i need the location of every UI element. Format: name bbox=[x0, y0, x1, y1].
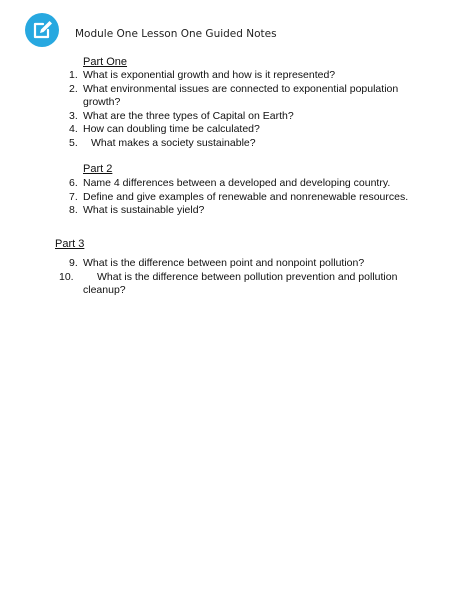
item-number: 7. bbox=[69, 190, 78, 203]
item-number: 6. bbox=[69, 177, 78, 189]
question-text: How can doubling time be calculated? bbox=[83, 123, 260, 135]
question-text: Define and give examples of renewable and nonrenewable resources. bbox=[83, 190, 409, 203]
list-item bbox=[0, 177, 418, 191]
question-list-part-one bbox=[0, 69, 418, 150]
item-number: 1. bbox=[69, 69, 78, 81]
page-title: Module One Lesson One Guided Notes bbox=[75, 28, 277, 40]
list-item bbox=[0, 123, 418, 137]
list-item bbox=[0, 110, 418, 124]
logo-edit-icon bbox=[25, 13, 59, 47]
item-number: 2. bbox=[69, 82, 78, 95]
question-text: What is exponential growth and how is it represented? bbox=[83, 69, 336, 81]
list-item bbox=[0, 191, 418, 205]
list-item bbox=[0, 204, 418, 218]
item-number: 9. bbox=[69, 257, 78, 269]
section-heading-part-one: Part One bbox=[83, 56, 128, 68]
list-item bbox=[0, 69, 418, 83]
item-number: 8. bbox=[69, 204, 78, 216]
question-text: What environmental issues are connected to exponential population growth? bbox=[83, 82, 399, 108]
question-text: What are the three types of Capital on Earth? bbox=[83, 109, 294, 122]
section-heading-part-two: Part 2 bbox=[83, 163, 113, 175]
question-list-part-two bbox=[0, 177, 418, 218]
question-text: What is the difference between pollution prevention and pollution cleanup? bbox=[83, 270, 398, 296]
edit-pencil-icon bbox=[25, 13, 59, 47]
question-text: What makes a society sustainable? bbox=[91, 136, 256, 149]
list-item bbox=[0, 83, 418, 110]
question-text: What is the difference between point and nonpoint pollution? bbox=[83, 257, 365, 269]
item-number: 10. bbox=[59, 270, 74, 283]
section-heading-part-three: Part 3 bbox=[55, 238, 85, 250]
item-number: 5. bbox=[69, 136, 78, 149]
item-number: 4. bbox=[69, 123, 78, 135]
list-item bbox=[0, 257, 418, 271]
item-number: 3. bbox=[69, 109, 78, 122]
question-text: Name 4 differences between a developed and developing country. bbox=[83, 177, 391, 189]
question-text: What is sustainable yield? bbox=[83, 204, 205, 216]
list-item bbox=[0, 137, 418, 151]
question-list-part-three bbox=[0, 257, 418, 298]
list-item bbox=[0, 271, 418, 298]
